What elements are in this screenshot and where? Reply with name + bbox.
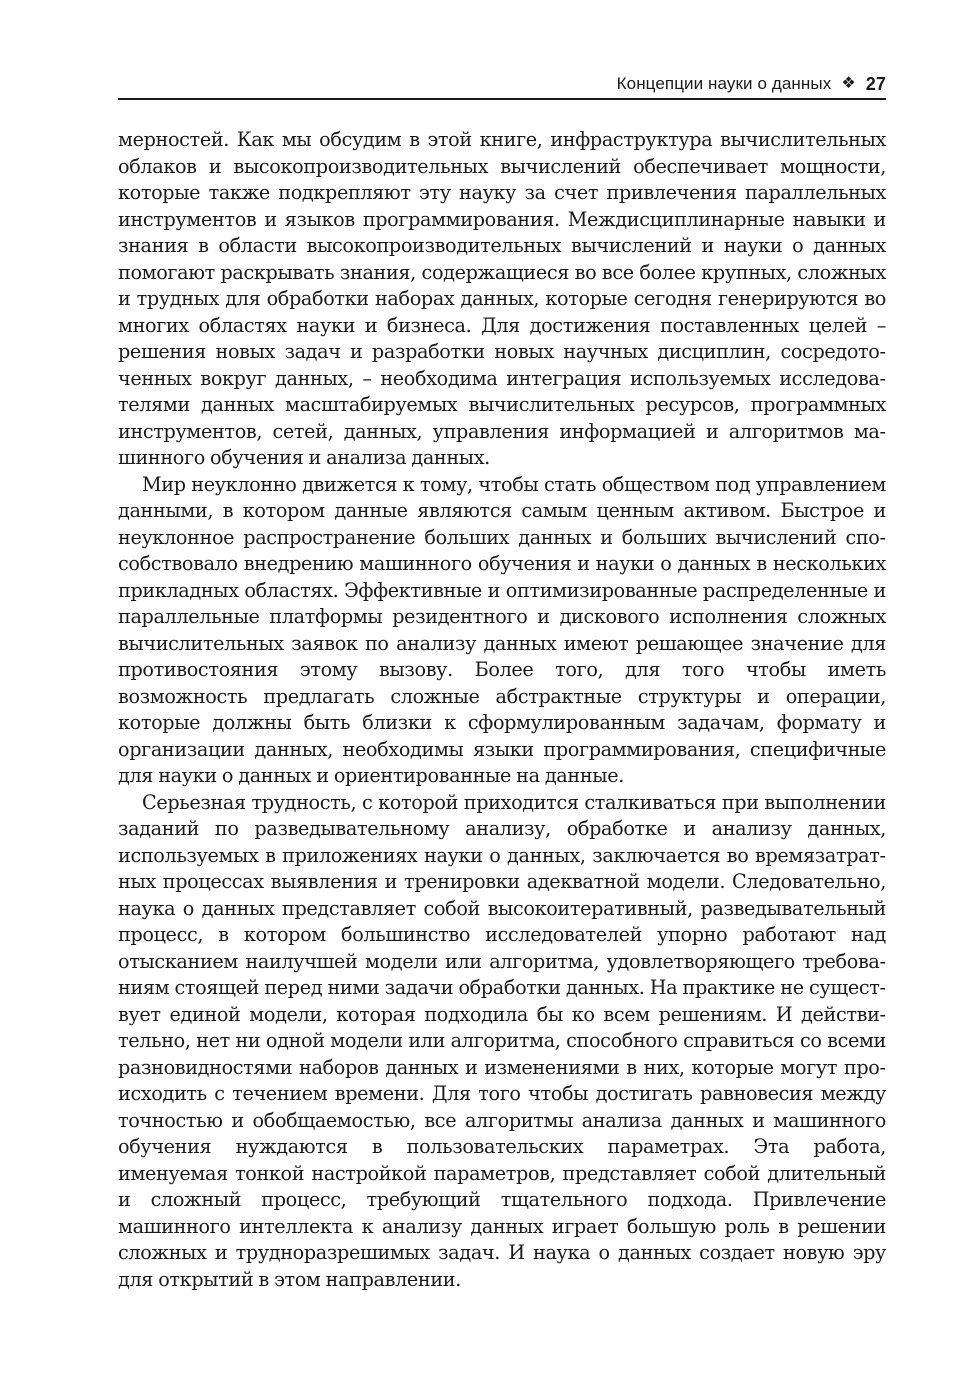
section-title: Концепции науки о данных [616, 74, 832, 93]
diamond-ornament-icon: ❖ [841, 75, 856, 92]
paragraph: Мир неуклонно движется к тому, чтобы стать обществом под управлением данными, в котором данные являются самым ценным активом. Быстрое и неуклонное распространение больших данных и больших вычислений способствовало внедрению машинного обучения и науки о данных в нескольких прикладных областях. Эффективные и оптимизированные распределенные и параллельные платформы резидентного и дискового исполнения сложных вычислительных заявок по анализу данных имеют решающее значение для противостояния этому вызову. Более того, для того чтобы иметь возможность предлагать сложные абстрактные структуры и операции, которые должны быть близки к сформулированным задачам, формату и организации данных, необходимы языки программирования, специфичные для науки о данных и ориентированные на данные. [118, 472, 886, 787]
paragraph-continued: мерностей. Как мы обсудим в этой книге, инфраструктура вычислительных облаков и высокопроизводительных вычислений обеспечивает мощности, которые также подкрепляют эту науку за счет привлечения параллельных инструментов и языков программирования. Междисциплинарные навыки и знания в области высокопроизводительных вычислений и науки о данных помогают раскрывать знания, содержащиеся во все более крупных, сложных и трудных для обработки наборах данных, которые сегодня генерируются во многих областях науки и бизнеса. Для достижения поставленных целей – решения новых задач и разработки новых научных дисциплин, сосредоточенных вокруг данных, – необходима интеграция используемых исследователями данных масштабируемых вычислительных ресурсов, программных инструментов, сетей, данных, управления информацией и алгоритмов машинного обучения и анализа данных. [118, 128, 886, 469]
running-header [118, 70, 886, 100]
text-body [118, 127, 886, 1293]
paragraph: Серьезная трудность, с которой приходится сталкиваться при выполнении заданий по разведывательному анализу, обработке и анализу данных, используемых в приложениях науки о данных, заключается во времязатратных процессах выявления и тренировки адекватной модели. Следовательно, наука о данных представляет собой высокоитеративный, разведывательный процесс, в котором большинство исследователей упорно работают над отысканием наилучшей модели или алгоритма, удовлетворяющего требованиям стоящей перед ними задачи обработки данных. На практике не существует единой модели, которая подходила бы ко всем решениям. И действительно, нет ни одной модели или алгоритма, способного справиться со всеми разновидностями наборов данных и изменениями в них, которые могут происходить с течением времени. Для того чтобы достигать равновесия между точностью и обобщаемостью, все алгоритмы анализа данных и машинного обучения нуждаются в пользовательских параметрах. Эта работа, именуемая тонкой настройкой параметров, представляет собой длительный и сложный процесс, требующий тщательного подхода. Привлечение машинного интеллекта к анализу данных играет большую роль в решении сложных и трудноразрешимых задач. И наука о данных создает новую эру для открытий в этом направлении. [118, 790, 886, 1291]
page-number: 27 [865, 73, 886, 94]
